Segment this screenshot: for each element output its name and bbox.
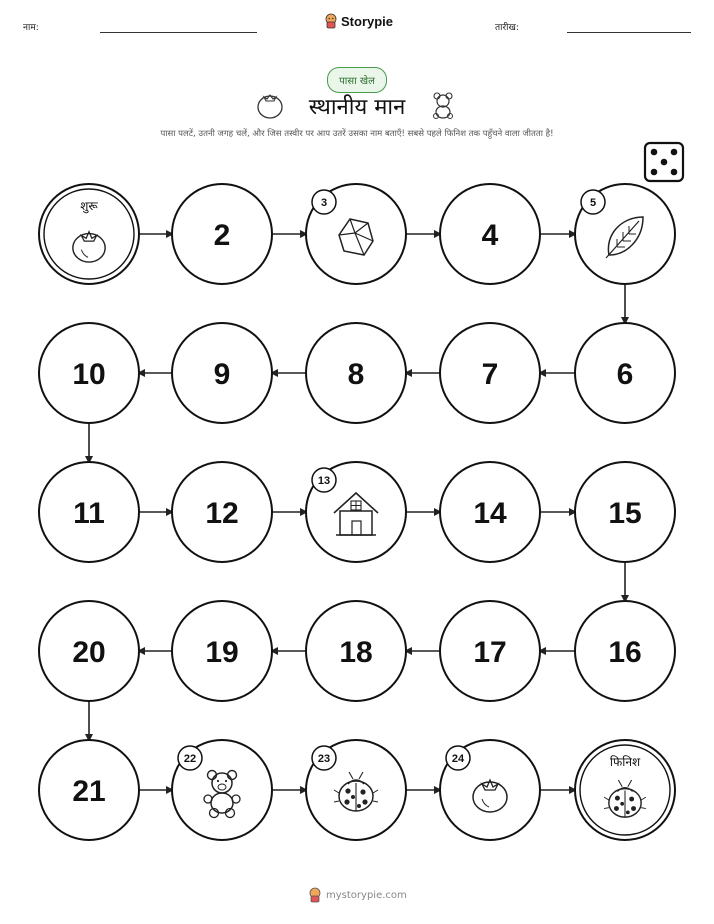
- cell-number: 15: [608, 497, 642, 530]
- cell-number-badge: [581, 190, 605, 214]
- cell-number-badge: [312, 190, 336, 214]
- cell-number-badge-text: 13: [317, 475, 331, 487]
- board-cell-1: [39, 184, 139, 284]
- cell-number-badge-text: 3: [320, 197, 328, 209]
- cell-number-badge-text: 22: [183, 753, 197, 765]
- board-cell-10: [39, 323, 139, 423]
- board-cell-21: [39, 740, 139, 840]
- start-label: शुरू: [80, 199, 98, 213]
- cell-number: 2: [213, 219, 231, 252]
- footer-url[interactable]: mystorypie.com: [326, 889, 407, 901]
- cell-number: 7: [481, 358, 499, 391]
- cell-number-badge: [446, 746, 470, 770]
- cell-number-badge-text: 23: [317, 753, 331, 765]
- board-cell-9: [172, 323, 272, 423]
- board-cell-19: [172, 601, 272, 701]
- board-cell-13: [306, 462, 406, 562]
- page-title: स्थानीय मान: [308, 95, 406, 120]
- board-cell-12: [172, 462, 272, 562]
- cell-number: 18: [339, 636, 373, 669]
- board-cell-8: [306, 323, 406, 423]
- board-cell-24: [440, 740, 540, 840]
- board-cell-17: [440, 601, 540, 701]
- name-label: नाम:: [23, 23, 39, 33]
- cell-number: 21: [72, 775, 106, 808]
- cell-number: 10: [72, 358, 106, 391]
- footer: [308, 887, 407, 903]
- instructions: पासा पलटें, उतनी जगह चलें, और जिस तस्वीर पर आप उतरें उसका नाम बताएँ! सबसे पहले फिनिश तक पहुँचने वाला जीतता है!: [160, 129, 554, 139]
- cell-number-badge: [312, 468, 336, 492]
- cell-number: 17: [473, 636, 507, 669]
- cell-number: 20: [72, 636, 106, 669]
- board-cell-15: [575, 462, 675, 562]
- finish-label: फिनिश: [609, 755, 641, 769]
- board-cell-3: [306, 184, 406, 284]
- board-cell-7: [440, 323, 540, 423]
- cell-number: 11: [73, 497, 105, 530]
- cell-number: 6: [616, 358, 634, 391]
- dice-five-icon: [645, 143, 683, 181]
- date-label: तारीख:: [495, 23, 519, 33]
- cell-number-badge: [312, 746, 336, 770]
- cell-number: 16: [608, 636, 642, 669]
- cell-number: 12: [205, 497, 239, 530]
- game-type-badge: पासा खेल: [327, 67, 387, 93]
- board-cell-16: [575, 601, 675, 701]
- board-cell-20: [39, 601, 139, 701]
- board-cell-5: [575, 184, 675, 284]
- cell-number-badge-text: 5: [589, 197, 597, 209]
- board-cell-11: [39, 462, 139, 562]
- cell-number-badge: [178, 746, 202, 770]
- board-cell-4: [440, 184, 540, 284]
- brand-name: Storypie: [341, 13, 394, 29]
- board-cell-25: [575, 740, 675, 840]
- cell-number: 8: [347, 358, 365, 391]
- board-cell-2: [172, 184, 272, 284]
- cell-number-badge-text: 24: [451, 753, 465, 765]
- cell-number: 9: [213, 358, 231, 391]
- cell-number: 4: [481, 219, 499, 252]
- storypie-logo-icon: [308, 887, 322, 903]
- board-cell-14: [440, 462, 540, 562]
- board-cell-23: [306, 740, 406, 840]
- board-cell-18: [306, 601, 406, 701]
- board-cell-6: [575, 323, 675, 423]
- cell-number: 14: [473, 497, 507, 530]
- board-cell-22: [172, 740, 272, 840]
- cell-number: 19: [205, 636, 239, 669]
